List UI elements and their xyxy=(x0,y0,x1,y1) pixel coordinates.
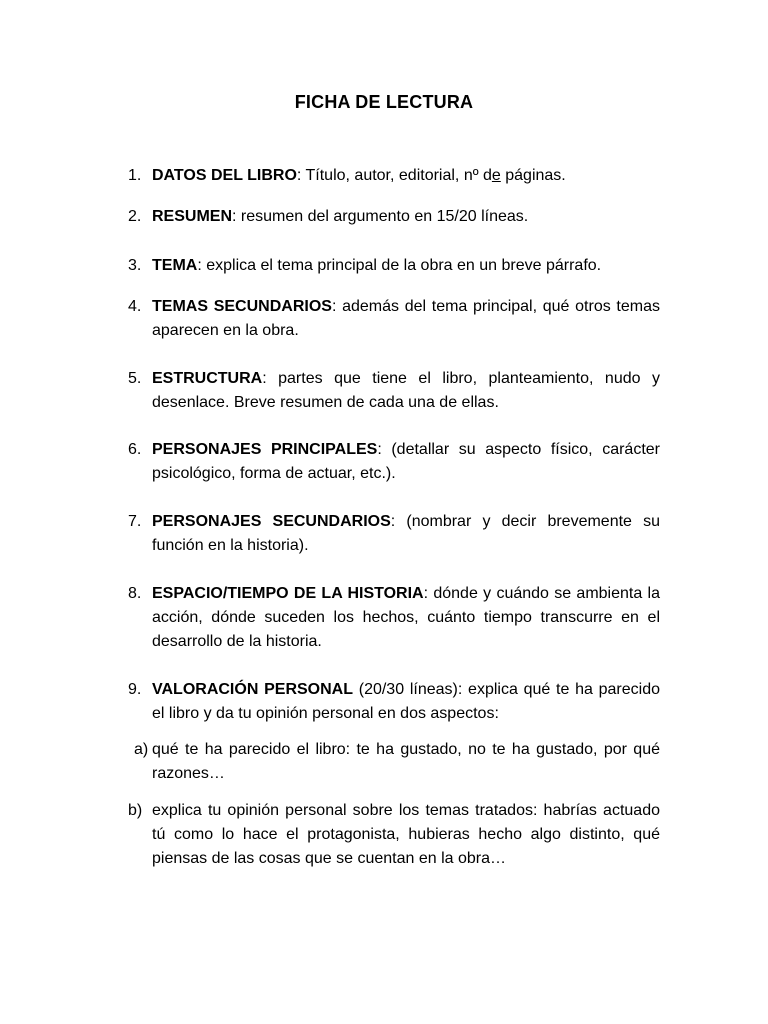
list-item-number: 4. xyxy=(128,298,142,315)
list-item-heading: RESUMEN xyxy=(152,208,233,225)
list-item-text: (20/30 líneas): explica qué te ha parecido el libro y da tu opinión personal en dos aspectos: xyxy=(152,681,660,722)
list-item-number: 3. xyxy=(128,257,142,274)
list-item-heading: VALORACIÓN PERSONAL xyxy=(152,681,353,698)
list-item-text: : (detallar su aspecto físico, carácter psicológico, forma de actuar, etc.). xyxy=(152,441,660,482)
list-item-number: 9. xyxy=(128,681,142,698)
list-item-text: : además del tema principal, qué otros temas aparecen en la obra. xyxy=(152,298,660,339)
list-item-body xyxy=(152,367,660,415)
list-item-text: : explica el tema principal de la obra en un breve párrafo. xyxy=(197,257,602,274)
sub-item-text: explica tu opinión personal sobre los temas tratados: habrías actuado tú como lo hace el protagonista, hubieras hecho algo distinto, qué piensas de las cosas que se cuentan en la obra… xyxy=(152,802,660,867)
list-item-valoracion-personal xyxy=(128,678,660,726)
list-item-number: 2. xyxy=(128,208,142,225)
list-item-personajes-secundarios xyxy=(128,510,660,558)
sub-item-letter: a) xyxy=(134,741,149,758)
list-item-heading: TEMAS SECUNDARIOS xyxy=(152,298,332,315)
list-item-body xyxy=(152,582,660,654)
list-item-body xyxy=(152,164,660,188)
list-item-personajes-principales xyxy=(128,438,660,486)
list-item-heading: PERSONAJES PRINCIPALES xyxy=(152,441,378,458)
list-item-text: : dónde y cuándo se ambienta la acción, dónde suceden los hechos, cuánto tiempo transcurre en el desarrollo de la historia. xyxy=(152,585,661,650)
list-item-heading: DATOS DEL LIBRO xyxy=(152,167,297,184)
list-item-temas-secundarios xyxy=(128,295,660,343)
page-title: FICHA DE LECTURA xyxy=(294,92,474,112)
list-item-heading: ESTRUCTURA xyxy=(152,370,263,387)
list-item-text-underlined: e xyxy=(491,167,501,184)
list-item-body xyxy=(152,295,660,343)
list-item-text: páginas. xyxy=(500,167,566,184)
list-item-body xyxy=(152,254,660,278)
sub-item-letter: b) xyxy=(128,802,143,819)
list-item-number: 6. xyxy=(128,441,142,458)
list-item-number: 7. xyxy=(128,513,142,530)
list-item-text: : resumen del argumento en 15/20 líneas. xyxy=(232,208,529,225)
sub-item-b xyxy=(128,799,660,871)
list-item-body xyxy=(152,510,660,558)
list-item-body xyxy=(152,205,660,229)
list-item-heading: ESPACIO/TIEMPO DE LA HISTORIA xyxy=(152,585,424,602)
sub-item-text: qué te ha parecido el libro: te ha gustado, no te ha gustado, por qué razones… xyxy=(152,741,660,782)
list-item-text: : (nombrar y decir brevemente su función en la historia). xyxy=(152,513,660,554)
list-item-heading: PERSONAJES SECUNDARIOS xyxy=(152,513,391,530)
list-item-espacio-tiempo xyxy=(128,582,660,654)
list-item-body xyxy=(152,678,660,726)
list-item-number: 8. xyxy=(128,585,142,602)
list-item-datos-del-libro xyxy=(128,164,660,188)
list-item-heading: TEMA xyxy=(152,257,198,274)
list-item-tema xyxy=(128,254,660,278)
list-item-number: 5. xyxy=(128,370,142,387)
list-item-number: 1. xyxy=(128,167,142,184)
list-item-body xyxy=(152,438,660,486)
list-item-resumen xyxy=(128,205,660,229)
list-item-text: : Título, autor, editorial, nº d xyxy=(296,167,492,184)
sub-item-a xyxy=(128,738,660,786)
list-item-text: : partes que tiene el libro, planteamiento, nudo y desenlace. Breve resumen de cada una de ellas. xyxy=(152,370,660,411)
list-item-estructura xyxy=(128,367,660,415)
